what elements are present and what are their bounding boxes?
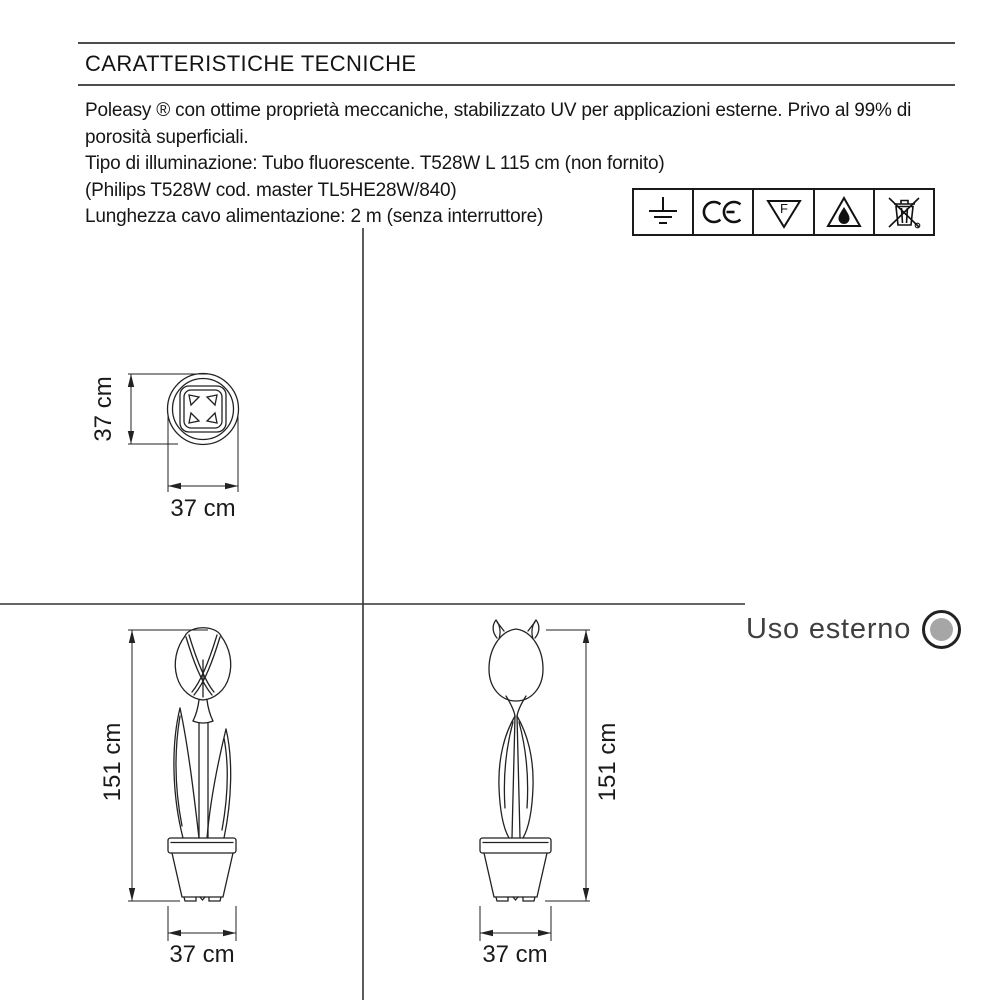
front-view-height-dimension — [99, 630, 208, 901]
description-line: Tipo di illuminazione: Tubo fluorescente. T528W L 115 cm (non fornito) — [85, 153, 665, 174]
usage-label: Uso esterno — [746, 613, 912, 645]
side-view-height-label: 151 cm — [594, 722, 621, 802]
description-line: Lunghezza cavo alimentazione: 2 m (senza interruttore) — [85, 206, 544, 227]
side-view-width-label: 37 cm — [482, 941, 548, 968]
description-line: (Philips T528W cod. master TL5HE28W/840) — [85, 179, 457, 201]
front-view-width-dimension — [168, 906, 236, 968]
outdoor-use-icon-dot — [930, 618, 953, 641]
usage-note — [746, 610, 961, 649]
f-letter: F — [779, 201, 788, 216]
front-view-height-label: 151 cm — [99, 722, 126, 802]
tulip-front-view — [99, 628, 236, 968]
side-view-width-dimension — [480, 906, 551, 968]
top-view-width-label: 37 cm — [170, 495, 236, 522]
front-view-width-label: 37 cm — [169, 941, 235, 968]
side-view-height-dimension — [545, 630, 621, 901]
tulip-side-view — [480, 620, 621, 968]
pot-top-view — [90, 374, 239, 523]
top-view-width-dimension — [168, 415, 238, 522]
top-view-height-dimension — [90, 374, 208, 444]
description-line: porosità superficiali. — [85, 126, 249, 148]
top-view-height-label: 37 cm — [90, 376, 117, 442]
page-title: CARATTERISTICHE TECNICHE — [85, 51, 417, 76]
divider-lines — [0, 228, 745, 1000]
description-line: Poleasy ® con ottime proprietà meccaniche, stabilizzato UV per applicazioni esterne. Privo al 99% di — [85, 100, 912, 121]
outdoor-use-icon — [922, 610, 961, 649]
